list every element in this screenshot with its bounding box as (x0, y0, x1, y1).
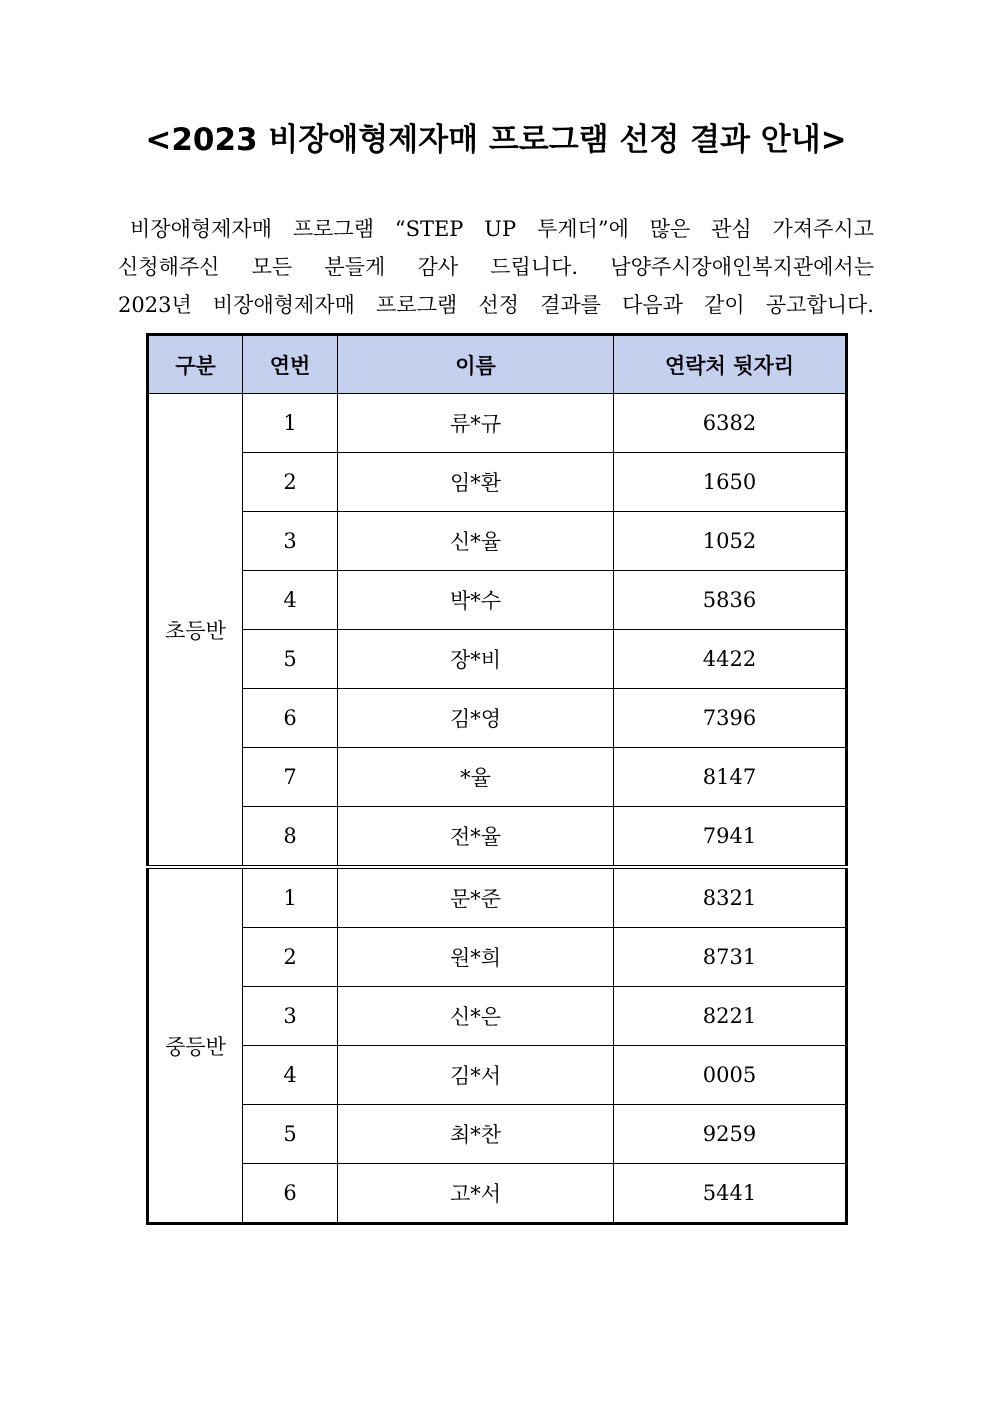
group-label: 초등반 (148, 394, 243, 868)
page-title: <2023 비장애형제자매 프로그램 선정 결과 안내> (145, 122, 847, 158)
row-phone: 8321 (614, 867, 847, 928)
row-number: 4 (243, 1046, 338, 1105)
table-row (148, 571, 847, 630)
table-row (148, 512, 847, 571)
row-name: 박*수 (338, 571, 614, 630)
table-body (148, 394, 847, 1224)
row-number: 2 (243, 928, 338, 987)
row-number: 6 (243, 689, 338, 748)
row-number: 3 (243, 512, 338, 571)
row-name: 신*율 (338, 512, 614, 571)
row-number: 1 (243, 394, 338, 453)
row-number: 1 (243, 867, 338, 928)
row-name: 류*규 (338, 394, 614, 453)
row-phone: 5836 (614, 571, 847, 630)
row-name: 임*환 (338, 453, 614, 512)
row-name: 장*비 (338, 630, 614, 689)
row-phone: 7941 (614, 807, 847, 868)
row-number: 2 (243, 453, 338, 512)
row-phone: 8147 (614, 748, 847, 807)
row-name: 고*서 (338, 1164, 614, 1224)
table-row (148, 987, 847, 1046)
row-name: 원*희 (338, 928, 614, 987)
row-number: 6 (243, 1164, 338, 1224)
group-label: 중등반 (148, 867, 243, 1224)
row-phone: 1052 (614, 512, 847, 571)
row-phone: 8731 (614, 928, 847, 987)
intro-paragraph (118, 210, 874, 324)
header-number: 연번 (243, 335, 338, 394)
row-phone: 1650 (614, 453, 847, 512)
table-row (148, 630, 847, 689)
table-row (148, 394, 847, 453)
table-row (148, 928, 847, 987)
table-row (148, 1046, 847, 1105)
header-group: 구분 (148, 335, 243, 394)
table-row (148, 748, 847, 807)
table-row (148, 689, 847, 748)
row-name: 신*은 (338, 987, 614, 1046)
row-number: 5 (243, 630, 338, 689)
row-phone: 6382 (614, 394, 847, 453)
intro-line: 신청해주신 모든 분들게 감사 드립니다. 남양주시장애인복지관에서는 (118, 255, 874, 279)
row-name: 김*영 (338, 689, 614, 748)
row-number: 5 (243, 1105, 338, 1164)
row-phone: 8221 (614, 987, 847, 1046)
row-phone: 9259 (614, 1105, 847, 1164)
row-phone: 7396 (614, 689, 847, 748)
row-phone: 5441 (614, 1164, 847, 1224)
row-number: 8 (243, 807, 338, 868)
row-name: 최*찬 (338, 1105, 614, 1164)
row-number: 7 (243, 748, 338, 807)
intro-line: 2023년 비장애형제자매 프로그램 선정 결과를 다음과 같이 공고합니다. (118, 293, 874, 317)
table-row (148, 453, 847, 512)
table-row (148, 1164, 847, 1224)
row-number: 3 (243, 987, 338, 1046)
table-row (148, 807, 847, 868)
row-name: 문*준 (338, 867, 614, 928)
header-phone: 연락처 뒷자리 (614, 335, 847, 394)
row-name: 김*서 (338, 1046, 614, 1105)
row-phone: 0005 (614, 1046, 847, 1105)
row-phone: 4422 (614, 630, 847, 689)
row-number: 4 (243, 571, 338, 630)
table-row (148, 1105, 847, 1164)
results-table (146, 333, 848, 1225)
header-name: 이름 (338, 335, 614, 394)
intro-line: 비장애형제자매 프로그램 “STEP UP 투게더”에 많은 관심 가져주시고 (130, 217, 874, 241)
table-header-row (148, 335, 847, 394)
row-name: *율 (338, 748, 614, 807)
table-row (148, 867, 847, 928)
row-name: 전*율 (338, 807, 614, 868)
